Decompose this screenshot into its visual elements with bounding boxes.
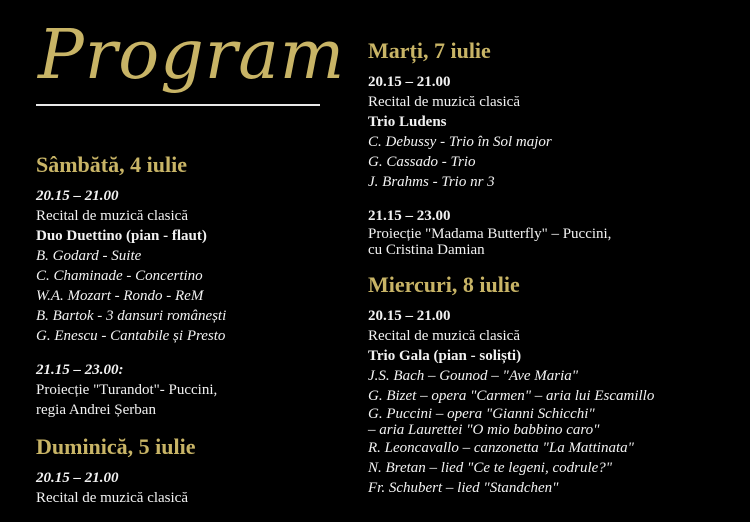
performer: Trio Ludens xyxy=(368,114,447,130)
day-heading-saturday: Sâmbătă, 4 iulie xyxy=(36,152,187,177)
piece: G. Puccini – opera "Gianni Schicchi" xyxy=(368,406,595,422)
event-tuesday-recital xyxy=(368,72,748,192)
right-column xyxy=(368,38,748,512)
event-description: regia Andrei Șerban xyxy=(36,402,156,418)
piece: J. Brahms - Trio nr 3 xyxy=(368,174,495,190)
event-time: 20.15 – 21.00 xyxy=(368,308,451,324)
performer: Duo Duettino (pian - flaut) xyxy=(36,228,207,244)
event-description: Proiecție "Madama Butterfly" – Puccini, xyxy=(368,226,612,242)
day-heading-wednesday: Miercuri, 8 iulie xyxy=(368,272,520,297)
event-time: 21.15 – 23.00: xyxy=(36,362,124,378)
piece: B. Godard - Suite xyxy=(36,248,142,264)
title-divider xyxy=(36,104,320,106)
event-time: 20.15 – 21.00 xyxy=(36,188,119,204)
event-saturday-recital xyxy=(36,186,346,346)
day-heading-sunday: Duminică, 5 iulie xyxy=(36,434,196,459)
event-description: cu Cristina Damian xyxy=(368,242,485,258)
event-type: Recital de muzică clasică xyxy=(368,94,520,110)
piece: B. Bartok - 3 dansuri românești xyxy=(36,308,227,324)
piece: N. Bretan – lied "Ce te legeni, codrule?" xyxy=(368,460,613,476)
piece: G. Bizet – opera "Carmen" – aria lui Escamillo xyxy=(368,388,655,404)
event-time: 20.15 – 21.00 xyxy=(368,74,451,90)
piece: W.A. Mozart - Rondo - ReM xyxy=(36,288,204,304)
event-tuesday-projection xyxy=(368,206,748,258)
event-saturday-projection xyxy=(36,360,346,420)
piece: G. Cassado - Trio xyxy=(368,154,476,170)
piece: – aria Laurettei "O mio babbino caro" xyxy=(368,422,600,438)
event-type: Recital de muzică clasică xyxy=(36,208,188,224)
piece: G. Enescu - Cantabile și Presto xyxy=(36,328,226,344)
event-sunday-recital xyxy=(36,468,346,508)
piece: C. Debussy - Trio în Sol major xyxy=(368,134,552,150)
day-heading-tuesday: Marți, 7 iulie xyxy=(368,38,491,63)
event-type: Recital de muzică clasică xyxy=(36,490,188,506)
event-time: 20.15 – 21.00 xyxy=(36,470,119,486)
performer: Trio Gala (pian - soliști) xyxy=(368,348,522,364)
event-wednesday-recital xyxy=(368,306,748,498)
event-description: Proiecție "Turandot"- Puccini, xyxy=(36,382,218,398)
piece: Fr. Schubert – lied "Standchen" xyxy=(368,480,559,496)
event-type: Recital de muzică clasică xyxy=(368,328,520,344)
left-column xyxy=(36,152,346,522)
piece: R. Leoncavallo – canzonetta "La Mattinata" xyxy=(368,440,634,456)
piece: C. Chaminade - Concertino xyxy=(36,268,203,284)
piece: J.S. Bach – Gounod – "Ave Maria" xyxy=(368,368,579,384)
event-time: 21.15 – 23.00 xyxy=(368,208,451,224)
page-title: Program xyxy=(38,16,346,95)
